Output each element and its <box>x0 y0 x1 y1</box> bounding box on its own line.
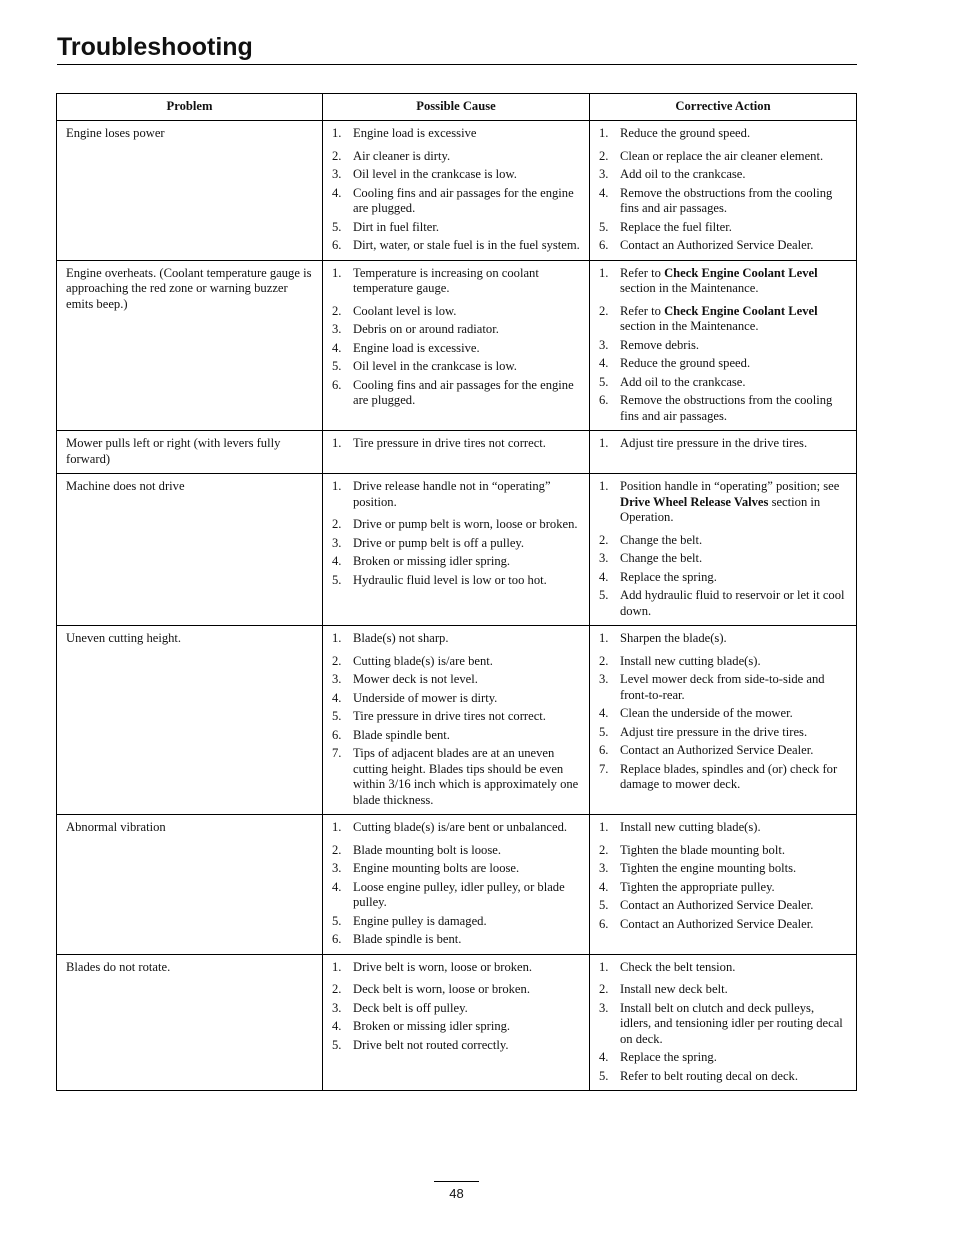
action-text <box>620 861 848 877</box>
item-number: 3. <box>332 167 342 181</box>
action-item <box>599 820 848 836</box>
cause-text: Engine pulley is damaged. <box>353 913 487 928</box>
cause-cell <box>323 815 590 955</box>
action-item <box>599 982 848 998</box>
item-number: 3. <box>332 672 342 686</box>
cause-item <box>332 746 581 808</box>
action-text <box>620 880 848 896</box>
cause-item <box>332 149 581 165</box>
item-number: 3. <box>332 1000 342 1015</box>
action-text-segment: Reduce the ground speed. <box>620 356 751 370</box>
item-number: 5. <box>332 709 342 723</box>
cause-text: Blade spindle is bent. <box>353 932 462 946</box>
item-number: 4. <box>599 1050 609 1064</box>
item-number: 4. <box>332 340 342 355</box>
action-item <box>599 654 848 670</box>
action-text-segment: Remove debris. <box>620 337 700 352</box>
cause-text: Oil level in the crankcase is low. <box>353 359 517 373</box>
item-number: 3. <box>332 861 342 875</box>
cause-text: Coolant level is low. <box>353 303 457 318</box>
item-number: 4. <box>332 690 342 705</box>
item-number: 1. <box>332 631 342 645</box>
action-item <box>599 960 848 976</box>
action-text <box>620 725 848 741</box>
action-text <box>620 393 848 424</box>
item-number: 4. <box>332 879 342 894</box>
action-text-segment: Install belt on clutch and deck pulleys, idlers, and tensioning idler per routing decal on deck. <box>620 1000 843 1046</box>
cause-item <box>332 1001 581 1017</box>
action-text <box>620 743 848 759</box>
action-text-segment: Add oil to the crankcase. <box>620 374 746 389</box>
problem-cell: Engine overheats. (Coolant temperature gauge is approaching the red zone or warning buzzer emits beep.) <box>57 260 323 431</box>
action-text-segment: section in the Maintenance. <box>620 319 759 333</box>
cause-item <box>332 880 581 911</box>
action-text-segment: Contact an Authorized Service Dealer. <box>620 898 814 912</box>
item-number: 2. <box>332 842 342 857</box>
action-item <box>599 1001 848 1048</box>
item-number: 1. <box>332 959 342 974</box>
page-number-rule <box>434 1181 479 1182</box>
item-number: 2. <box>332 653 342 668</box>
item-number: 1. <box>332 436 342 450</box>
item-number: 2. <box>599 982 609 996</box>
table-row <box>57 815 857 955</box>
action-text-segment: Add hydraulic fluid to reservoir or let it cool down. <box>620 588 845 618</box>
item-number: 3. <box>599 861 609 875</box>
item-number: 3. <box>332 322 342 336</box>
action-text-segment: Reduce the ground speed. <box>620 126 751 140</box>
item-number: 4. <box>332 185 342 200</box>
item-number: 5. <box>599 588 609 602</box>
action-item <box>599 672 848 703</box>
cause-text: Hydraulic fluid level is low or too hot. <box>353 572 547 587</box>
cause-item <box>332 654 581 670</box>
item-number: 5. <box>599 724 609 739</box>
item-number: 1. <box>599 820 609 834</box>
item-number: 5. <box>599 898 609 912</box>
cause-item <box>332 436 581 452</box>
action-cell <box>590 121 857 261</box>
item-number: 1. <box>332 820 342 834</box>
cause-text: Underside of mower is dirty. <box>353 690 498 705</box>
cause-cell <box>323 626 590 815</box>
item-number: 5. <box>332 1037 342 1052</box>
cause-item <box>332 932 581 948</box>
cause-text: Tire pressure in drive tires not correct. <box>353 709 546 723</box>
item-number: 2. <box>599 303 609 318</box>
action-text <box>620 220 848 236</box>
cause-text: Blade(s) not sharp. <box>353 631 449 645</box>
action-text-segment: Refer to <box>620 265 665 280</box>
action-text-segment: Clean or replace the air cleaner element. <box>620 148 824 163</box>
cause-text: Air cleaner is dirty. <box>353 148 451 163</box>
action-text <box>620 551 848 567</box>
item-number: 3. <box>599 551 609 565</box>
cause-item <box>332 341 581 357</box>
action-item <box>599 843 848 859</box>
action-text <box>620 126 848 142</box>
cause-item <box>332 304 581 320</box>
action-text-segment: Position handle in “operating” position; see <box>620 479 840 493</box>
item-number: 2. <box>332 303 342 318</box>
cause-item <box>332 536 581 552</box>
title-divider <box>57 64 857 65</box>
action-cell <box>590 260 857 431</box>
item-number: 4. <box>332 554 342 568</box>
cause-text: Blade spindle bent. <box>353 727 450 742</box>
action-text <box>620 762 848 793</box>
item-number: 5. <box>599 219 609 234</box>
cause-text: Deck belt is worn, loose or broken. <box>353 982 530 996</box>
action-item <box>599 126 848 142</box>
action-text <box>620 479 848 526</box>
item-number: 2. <box>332 982 342 996</box>
cause-item <box>332 820 581 836</box>
action-text-segment: Tighten the blade mounting bolt. <box>620 842 785 857</box>
item-number: 6. <box>332 238 342 252</box>
action-text <box>620 570 848 586</box>
cause-text: Blade mounting bolt is loose. <box>353 842 501 857</box>
action-text-segment: Add oil to the crankcase. <box>620 167 746 181</box>
troubleshooting-table <box>56 93 857 1091</box>
cause-text: Drive belt not routed correctly. <box>353 1037 509 1052</box>
item-number: 1. <box>599 631 609 645</box>
action-item <box>599 238 848 254</box>
cause-text: Temperature is increasing on coolant temperature gauge. <box>353 265 539 295</box>
item-number: 3. <box>599 672 609 686</box>
action-item <box>599 743 848 759</box>
cause-text: Drive or pump belt is off a pulley. <box>353 535 525 550</box>
item-number: 2. <box>599 532 609 547</box>
cause-cell <box>323 431 590 474</box>
item-number: 1. <box>332 265 342 280</box>
cause-text: Tire pressure in drive tires not correct. <box>353 436 546 450</box>
item-number: 7. <box>599 761 609 776</box>
cause-text: Cooling fins and air passages for the engine are plugged. <box>353 185 574 215</box>
action-cell <box>590 431 857 474</box>
problem-cell: Blades do not rotate. <box>57 954 323 1091</box>
action-item <box>599 375 848 391</box>
cause-item <box>332 631 581 647</box>
cause-item <box>332 1019 581 1035</box>
action-text <box>620 631 848 647</box>
problem-cell: Abnormal vibration <box>57 815 323 955</box>
action-cell <box>590 815 857 955</box>
table-body <box>57 121 857 1091</box>
action-item <box>599 725 848 741</box>
item-number: 5. <box>332 359 342 373</box>
action-item <box>599 149 848 165</box>
action-text-segment: Tighten the engine mounting bolts. <box>620 861 797 875</box>
cause-item <box>332 126 581 142</box>
header-possible-cause: Possible Cause <box>323 94 590 121</box>
item-number: 2. <box>599 842 609 857</box>
cause-text: Drive release handle not in “operating” position. <box>353 479 551 509</box>
action-item <box>599 338 848 354</box>
action-text-segment: Remove the obstructions from the cooling fins and air passages. <box>620 185 833 215</box>
cause-text: Broken or missing idler spring. <box>353 554 511 568</box>
action-text <box>620 375 848 391</box>
cause-item <box>332 843 581 859</box>
action-item <box>599 917 848 933</box>
action-text <box>620 982 848 998</box>
section-reference: Check Engine Coolant Level <box>664 265 818 280</box>
action-text <box>620 238 848 254</box>
cause-text: Engine load is excessive <box>353 126 477 140</box>
action-text <box>620 1069 848 1085</box>
action-item <box>599 631 848 647</box>
action-text-segment: Change the belt. <box>620 551 703 565</box>
item-number: 1. <box>599 436 609 450</box>
table-header-row <box>57 94 857 121</box>
item-number: 4. <box>599 569 609 584</box>
action-text-segment: Install new cutting blade(s). <box>620 653 761 668</box>
action-item <box>599 570 848 586</box>
cause-text: Dirt in fuel filter. <box>353 219 440 234</box>
cause-text: Cooling fins and air passages for the engine are plugged. <box>353 377 574 407</box>
cause-cell <box>323 121 590 261</box>
item-number: 1. <box>332 479 342 493</box>
cause-item <box>332 220 581 236</box>
cause-text: Drive or pump belt is worn, loose or broken. <box>353 517 578 531</box>
cause-item <box>332 167 581 183</box>
action-item <box>599 436 848 452</box>
action-text-segment: section in Operation. <box>620 494 821 524</box>
cause-item <box>332 861 581 877</box>
problem-cell: Uneven cutting height. <box>57 626 323 815</box>
cause-item <box>332 517 581 533</box>
action-text-segment: Level mower deck from side-to-side and front-to-rear. <box>620 672 825 702</box>
action-text-segment: Contact an Authorized Service Dealer. <box>620 916 814 931</box>
action-item <box>599 479 848 526</box>
item-number: 2. <box>332 148 342 163</box>
action-text-segment: Refer to belt routing decal on deck. <box>620 1068 798 1083</box>
action-text-segment: Change the belt. <box>620 532 703 547</box>
cause-text: Cutting blade(s) is/are bent or unbalanced. <box>353 820 568 834</box>
cause-text: Dirt, water, or stale fuel is in the fuel system. <box>353 238 580 252</box>
page-number: 48 <box>449 1186 464 1201</box>
action-text-segment: Adjust tire pressure in the drive tires. <box>620 436 808 450</box>
page-title: Troubleshooting <box>57 33 253 61</box>
table-row <box>57 260 857 431</box>
cause-item <box>332 691 581 707</box>
cause-item <box>332 914 581 930</box>
action-item <box>599 706 848 722</box>
section-reference: Drive Wheel Release Valves <box>620 494 769 509</box>
item-number: 6. <box>599 916 609 931</box>
table-row <box>57 474 857 626</box>
item-number: 1. <box>599 479 609 493</box>
action-text <box>620 588 848 619</box>
cause-item <box>332 322 581 338</box>
cause-item <box>332 378 581 409</box>
action-text <box>620 1050 848 1066</box>
item-number: 4. <box>332 1019 342 1033</box>
action-item <box>599 266 848 297</box>
action-item <box>599 880 848 896</box>
problem-cell: Engine loses power <box>57 121 323 261</box>
action-cell <box>590 626 857 815</box>
problem-cell: Machine does not drive <box>57 474 323 626</box>
action-item <box>599 167 848 183</box>
action-text <box>620 820 848 836</box>
action-item <box>599 393 848 424</box>
item-number: 6. <box>332 377 342 392</box>
table-row <box>57 121 857 261</box>
item-number: 6. <box>599 393 609 407</box>
action-text-segment: Replace the spring. <box>620 569 717 584</box>
cause-text: Loose engine pulley, idler pulley, or blade pulley. <box>353 879 565 909</box>
action-text <box>620 1001 848 1048</box>
cause-item <box>332 479 581 510</box>
header-corrective-action: Corrective Action <box>590 94 857 121</box>
item-number: 3. <box>599 167 609 181</box>
action-text <box>620 186 848 217</box>
section-reference: Check Engine Coolant Level <box>664 303 818 318</box>
action-item <box>599 762 848 793</box>
action-text <box>620 338 848 354</box>
action-text <box>620 706 848 722</box>
table-row <box>57 626 857 815</box>
action-text <box>620 149 848 165</box>
item-number: 3. <box>599 1000 609 1015</box>
action-text-segment: Remove the obstructions from the cooling fins and air passages. <box>620 393 833 423</box>
action-item <box>599 186 848 217</box>
cause-item <box>332 359 581 375</box>
item-number: 1. <box>599 126 609 140</box>
cause-item <box>332 709 581 725</box>
action-text-segment: Replace the fuel filter. <box>620 219 732 234</box>
cause-text: Engine load is excessive. <box>353 340 480 355</box>
item-number: 3. <box>332 535 342 550</box>
item-number: 4. <box>599 356 609 370</box>
action-text-segment: Contact an Authorized Service Dealer. <box>620 238 814 252</box>
table-row <box>57 431 857 474</box>
table-row <box>57 954 857 1091</box>
cause-cell <box>323 474 590 626</box>
item-number: 2. <box>599 148 609 163</box>
action-text-segment: Install new deck belt. <box>620 982 728 996</box>
item-number: 6. <box>599 238 609 252</box>
cause-item <box>332 1038 581 1054</box>
cause-item <box>332 982 581 998</box>
cause-text: Broken or missing idler spring. <box>353 1019 511 1033</box>
action-item <box>599 1050 848 1066</box>
action-text-segment: Install new cutting blade(s). <box>620 820 761 834</box>
cause-text: Mower deck is not level. <box>353 672 478 686</box>
cause-cell <box>323 260 590 431</box>
item-number: 6. <box>599 743 609 757</box>
action-text-segment: Tighten the appropriate pulley. <box>620 879 775 894</box>
action-text-segment: Refer to <box>620 303 665 318</box>
item-number: 5. <box>599 1068 609 1083</box>
cause-text: Deck belt is off pulley. <box>353 1000 468 1015</box>
item-number: 4. <box>599 185 609 200</box>
cause-text: Tips of adjacent blades are at an uneven cutting height. Blades tips should be even within 3/16 inch which is approximately one blade thickness. <box>353 746 579 807</box>
item-number: 6. <box>332 727 342 742</box>
item-number: 3. <box>599 337 609 352</box>
item-number: 1. <box>599 265 609 280</box>
action-text <box>620 960 848 976</box>
action-text <box>620 266 848 297</box>
item-number: 5. <box>332 913 342 928</box>
action-text-segment: Sharpen the blade(s). <box>620 631 727 645</box>
cause-text: Oil level in the crankcase is low. <box>353 167 517 181</box>
cause-cell <box>323 954 590 1091</box>
cause-item <box>332 672 581 688</box>
cause-item <box>332 238 581 254</box>
item-number: 1. <box>599 959 609 974</box>
action-item <box>599 304 848 335</box>
action-item <box>599 356 848 372</box>
item-number: 4. <box>599 706 609 720</box>
item-number: 2. <box>332 517 342 531</box>
item-number: 7. <box>332 746 342 760</box>
item-number: 2. <box>599 653 609 668</box>
action-cell <box>590 954 857 1091</box>
action-text-segment: section in the Maintenance. <box>620 281 759 295</box>
cause-text: Debris on or around radiator. <box>353 322 499 336</box>
action-text <box>620 167 848 183</box>
action-text <box>620 304 848 335</box>
action-text-segment: Check the belt tension. <box>620 959 736 974</box>
action-item <box>599 533 848 549</box>
cause-item <box>332 554 581 570</box>
action-text-segment: Replace the spring. <box>620 1050 717 1064</box>
cause-item <box>332 266 581 297</box>
item-number: 1. <box>332 126 342 140</box>
cause-item <box>332 573 581 589</box>
action-text <box>620 533 848 549</box>
item-number: 5. <box>332 572 342 587</box>
action-item <box>599 551 848 567</box>
action-text <box>620 654 848 670</box>
action-item <box>599 1069 848 1085</box>
action-item <box>599 898 848 914</box>
item-number: 4. <box>599 879 609 894</box>
action-text <box>620 843 848 859</box>
header-problem: Problem <box>57 94 323 121</box>
item-number: 6. <box>332 932 342 946</box>
action-text-segment: Adjust tire pressure in the drive tires. <box>620 724 808 739</box>
item-number: 5. <box>599 374 609 389</box>
action-text <box>620 436 848 452</box>
cause-text: Cutting blade(s) is/are bent. <box>353 653 493 668</box>
cause-item <box>332 960 581 976</box>
problem-cell: Mower pulls left or right (with levers fully forward) <box>57 431 323 474</box>
action-text <box>620 917 848 933</box>
action-item <box>599 861 848 877</box>
action-item <box>599 220 848 236</box>
cause-item <box>332 728 581 744</box>
action-text <box>620 672 848 703</box>
action-text-segment: Clean the underside of the mower. <box>620 706 793 720</box>
cause-item <box>332 186 581 217</box>
cause-text: Engine mounting bolts are loose. <box>353 861 520 875</box>
action-item <box>599 588 848 619</box>
action-text-segment: Replace blades, spindles and (or) check for damage to mower deck. <box>620 761 838 791</box>
action-text-segment: Contact an Authorized Service Dealer. <box>620 743 814 757</box>
action-cell <box>590 474 857 626</box>
action-text <box>620 898 848 914</box>
action-text <box>620 356 848 372</box>
cause-text: Drive belt is worn, loose or broken. <box>353 959 533 974</box>
item-number: 5. <box>332 219 342 234</box>
